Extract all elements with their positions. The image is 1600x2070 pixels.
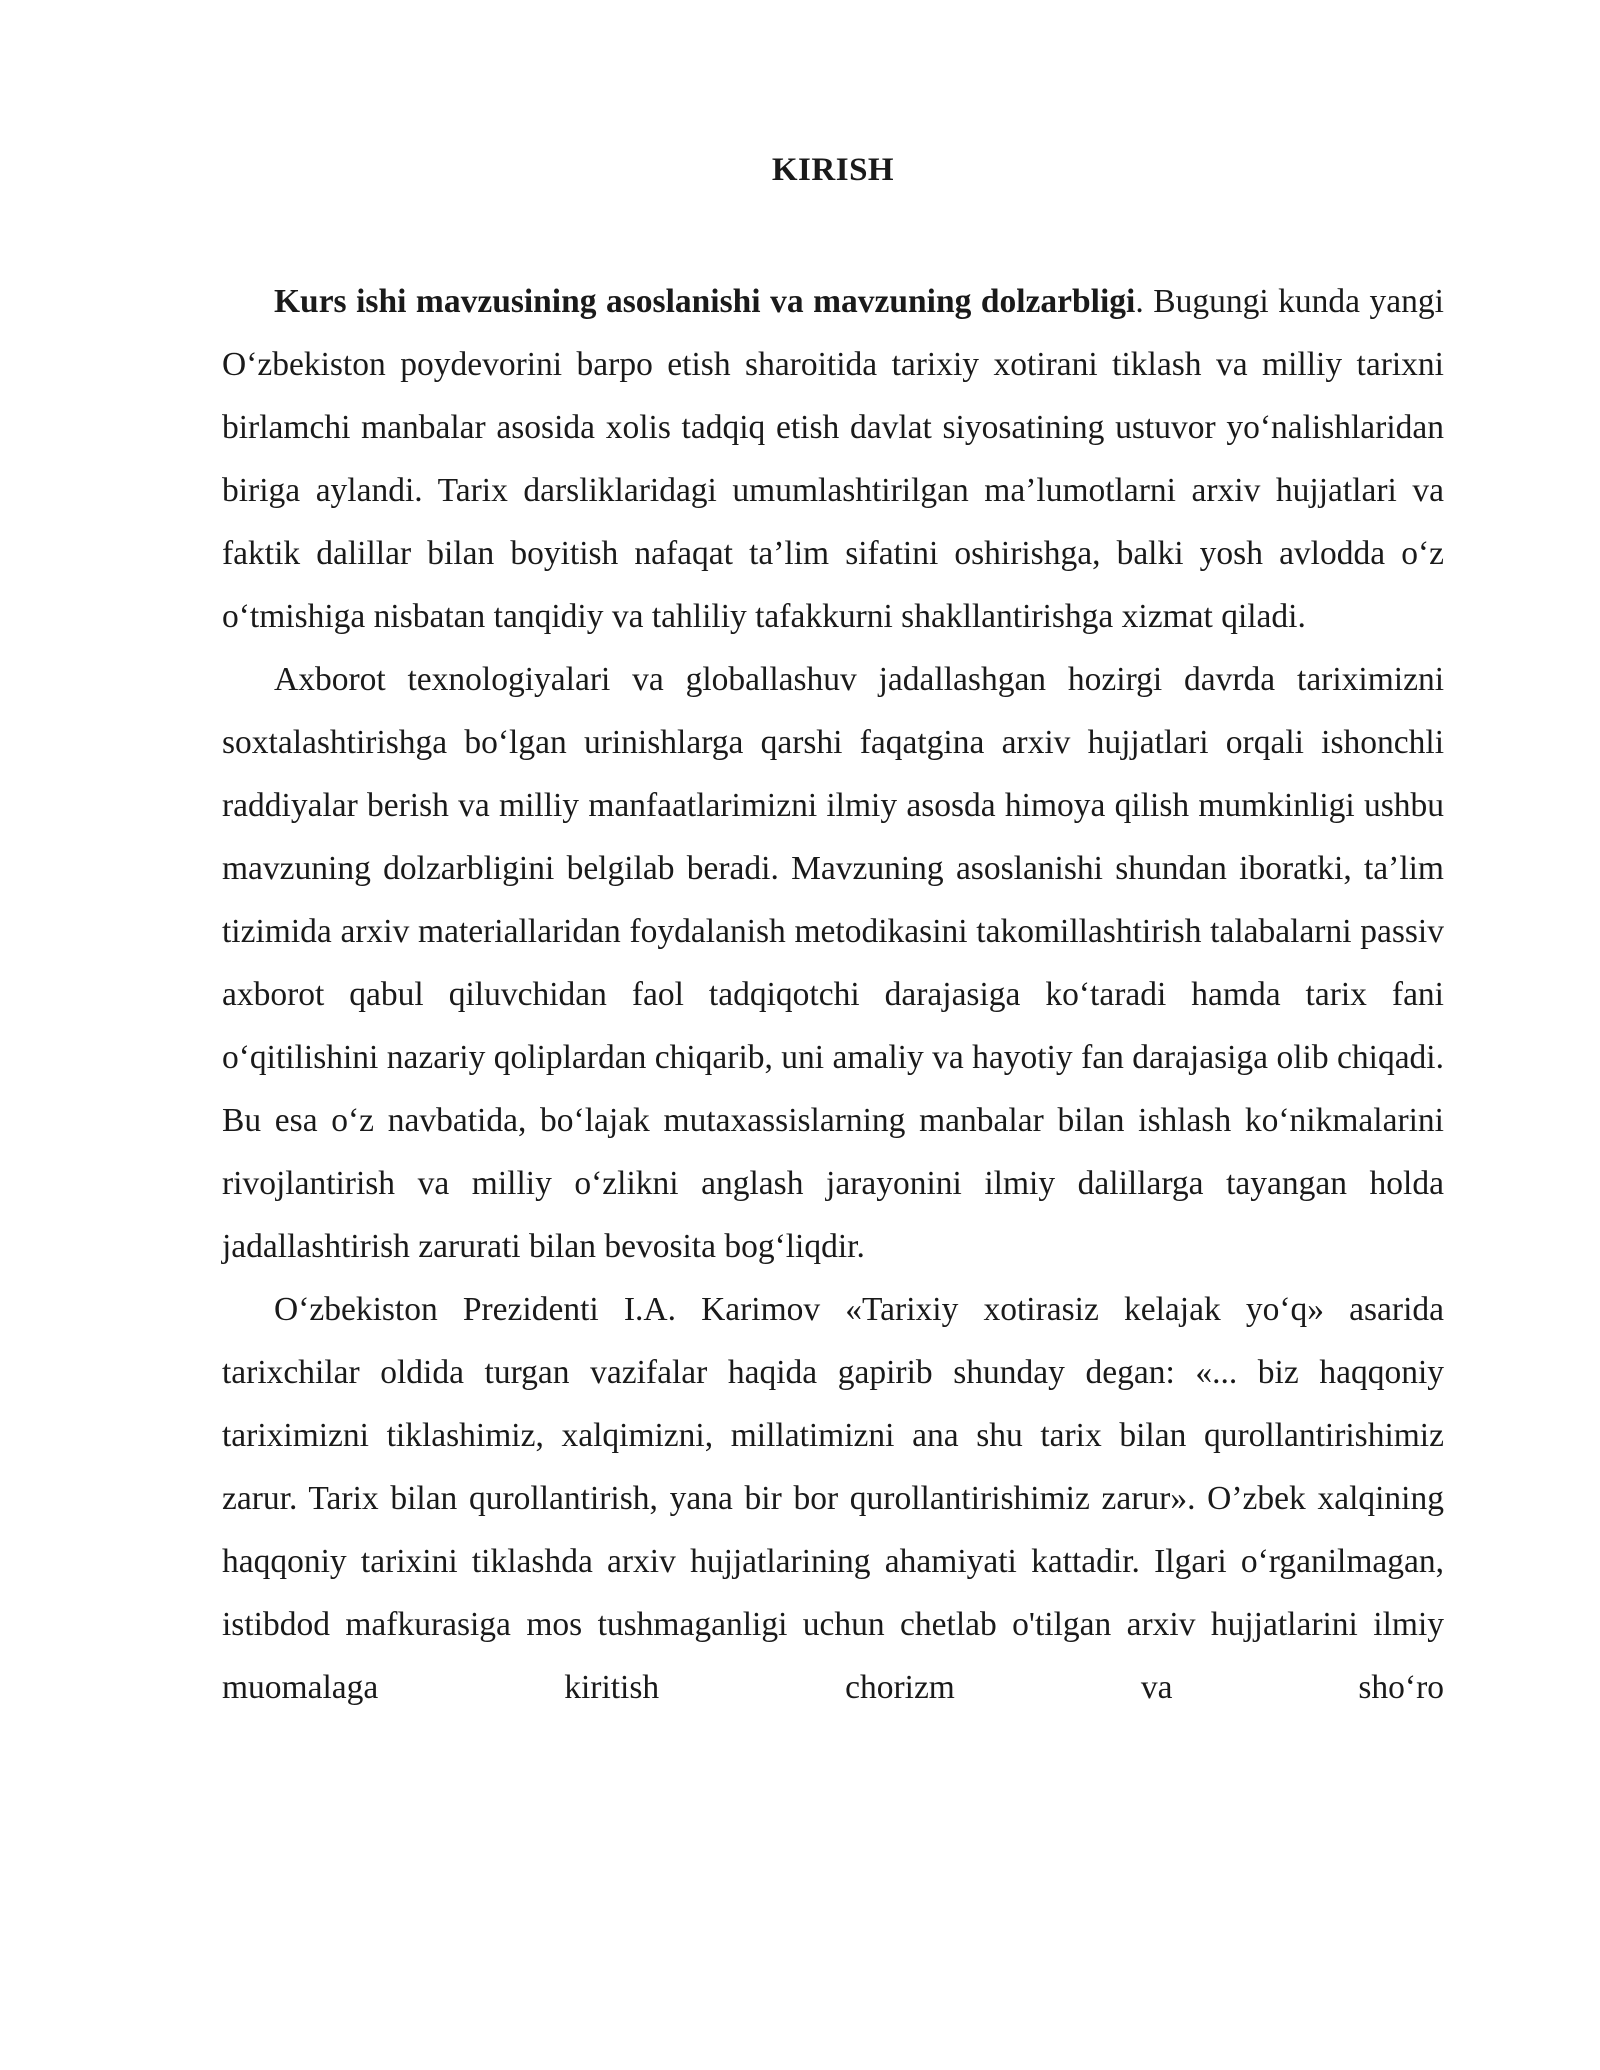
paragraph-text: O‘zbekiston Prezidenti I.A. Karimov «Tarixiy xotirasiz kelajak yo‘q» asarida tarixchilar oldida turgan vazifalar haqida gapirib shunday degan: «... biz haqqoniy tariximizni tiklashimiz, xalqimizni, millatimizni ana shu tarix bilan qurollantirishimiz zarur. Tarix bilan qurollantirish, yana bir bor qurollantirishimiz zarur». O’zbek xalqining haqqoniy tarixini tiklashda arxiv hujjatlarining ahamiyati kattadir. Ilgari o‘rganilmagan, istibdod mafkurasiga mos tushmaganligi uchun chetlab o'tilgan arxiv hujjatlarini ilmiy muomalaga kiritish chorizm va sho‘ro: [222, 1291, 1444, 1706]
paragraph-lead-heading: Kurs ishi mavzusining asoslanishi va mavzuning dolzarbligi: [274, 283, 1136, 320]
paragraph-president-quote: [222, 1278, 1444, 1719]
document-body: [222, 142, 1444, 1719]
paragraph-information-technology: [222, 648, 1444, 1278]
page-title: KIRISH: [771, 152, 895, 188]
paragraph-relevance: [222, 270, 1444, 648]
paragraph-text: . Bugungi kunda yangi O‘zbekiston poydevorini barpo etish sharoitida tarixiy xotirani tiklash va milliy tarixni birlamchi manbalar asosida xolis tadqiq etish davlat siyosatining ustuvor yo‘nalishlaridan biriga aylandi. Tarix darsliklaridagi umumlashtirilgan ma’lumotlarni arxiv hujjatlari va faktik dalillar bilan boyitish nafaqat ta’lim sifatini oshirishga, balki yosh avlodda o‘z o‘tmishiga nisbatan tanqidiy va tahliliy tafakkurni shakllantirishga xizmat qiladi.: [222, 283, 1444, 635]
paragraph-text: Axborot texnologiyalari va globallashuv jadallashgan hozirgi davrda tariximizni soxtalashtirishga bo‘lgan urinishlarga qarshi faqatgina arxiv hujjatlari orqali ishonchli raddiyalar berish va milliy manfaatlarimizni ilmiy asosda himoya qilish mumkinligi ushbu mavzuning dolzarbligini belgilab beradi. Mavzuning asoslanishi shundan iboratki, ta’lim tizimida arxiv materiallaridan foydalanish metodikasini takomillashtirish talabalarni passiv axborot qabul qiluvchidan faol tadqiqotchi darajasiga ko‘taradi hamda tarix fani o‘qitilishini nazariy qoliplardan chiqarib, uni amaliy va hayotiy fan darajasiga olib chiqadi. Bu esa o‘z navbatida, bo‘lajak mutaxassislarning manbalar bilan ishlash ko‘nikmalarini rivojlantirish va milliy o‘zlikni anglash jarayonini ilmiy dalillarga tayangan holda jadallashtirish zarurati bilan bevosita bog‘liqdir.: [222, 661, 1444, 1265]
